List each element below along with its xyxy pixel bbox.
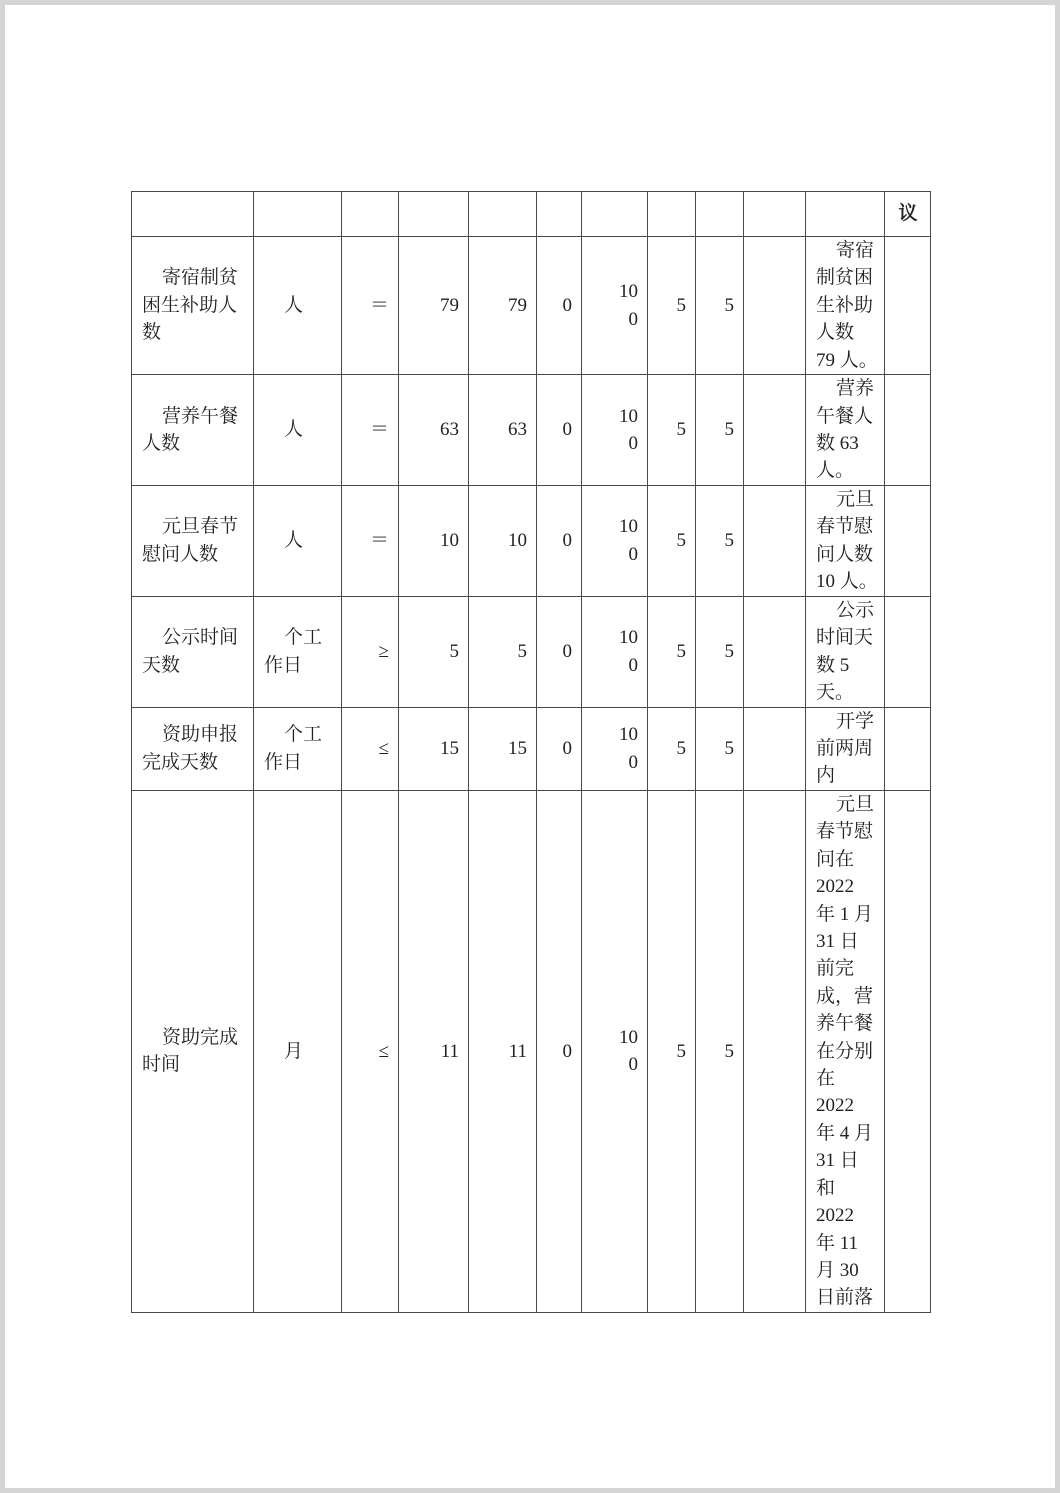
unit-cell: 人 [254, 375, 342, 486]
remark-cell: 元旦 春节慰 问人数 10 人。 [806, 486, 885, 597]
value-cell-4: 10 0 [582, 596, 648, 707]
table-row [132, 707, 931, 790]
empty-cell [744, 486, 806, 597]
empty-cell [648, 192, 696, 237]
value-cell-3: 0 [537, 596, 582, 707]
unit-cell: 人 [254, 486, 342, 597]
value-cell-5: 5 [648, 707, 696, 790]
value-cell-3: 0 [537, 790, 582, 1312]
empty-cell [744, 237, 806, 375]
table-row [132, 790, 931, 1312]
value-cell-3: 0 [537, 375, 582, 486]
empty-cell [537, 192, 582, 237]
value-cell-5: 5 [648, 596, 696, 707]
operator-cell: ≤ [342, 707, 399, 790]
value-cell-4: 10 0 [582, 375, 648, 486]
table-header-row [132, 192, 931, 237]
empty-cell [806, 192, 885, 237]
value-cell-2: 15 [469, 707, 537, 790]
value-cell-5: 5 [648, 375, 696, 486]
empty-cell [582, 192, 648, 237]
remark-cell: 寄宿 制贫困 生补助 人数 79 人。 [806, 237, 885, 375]
empty-cell [254, 192, 342, 237]
value-cell-2: 5 [469, 596, 537, 707]
value-cell-1: 11 [399, 790, 469, 1312]
remark-cell: 营养 午餐人 数 63 人。 [806, 375, 885, 486]
table-row [132, 237, 931, 375]
operator-cell: ＝ [342, 237, 399, 375]
header-fragment-cell: 议 [885, 192, 931, 237]
value-cell-1: 63 [399, 375, 469, 486]
indicator-cell: 资助完成 时间 [132, 790, 254, 1312]
empty-cell [696, 192, 744, 237]
empty-cell [342, 192, 399, 237]
operator-cell: ＝ [342, 486, 399, 597]
empty-cell [469, 192, 537, 237]
empty-cell [885, 486, 931, 597]
empty-cell [885, 237, 931, 375]
value-cell-2: 11 [469, 790, 537, 1312]
value-cell-6: 5 [696, 486, 744, 597]
value-cell-6: 5 [696, 707, 744, 790]
empty-cell [744, 707, 806, 790]
operator-cell: ≤ [342, 790, 399, 1312]
operator-cell: ≥ [342, 596, 399, 707]
empty-cell [885, 790, 931, 1312]
value-cell-1: 5 [399, 596, 469, 707]
empty-cell [885, 596, 931, 707]
value-cell-4: 10 0 [582, 486, 648, 597]
remark-cell: 元旦 春节慰 问在 2022 年 1 月 31 日 前完 成，营 养午餐 在分别 在 2022 年 4 月 31 日 和 2022 年 11 月 30 日前落 [806, 790, 885, 1312]
indicator-cell: 资助申报 完成天数 [132, 707, 254, 790]
empty-cell [399, 192, 469, 237]
operator-cell: ＝ [342, 375, 399, 486]
unit-cell: 人 [254, 237, 342, 375]
value-cell-5: 5 [648, 237, 696, 375]
empty-cell [744, 596, 806, 707]
value-cell-1: 79 [399, 237, 469, 375]
indicator-cell: 公示时间 天数 [132, 596, 254, 707]
value-cell-6: 5 [696, 375, 744, 486]
indicator-cell: 元旦春节 慰问人数 [132, 486, 254, 597]
value-cell-5: 5 [648, 486, 696, 597]
empty-cell [744, 790, 806, 1312]
empty-cell [885, 375, 931, 486]
document-page [5, 5, 1055, 1488]
value-cell-3: 0 [537, 707, 582, 790]
value-cell-2: 63 [469, 375, 537, 486]
value-cell-2: 10 [469, 486, 537, 597]
indicator-cell: 寄宿制贫 困生补助人 数 [132, 237, 254, 375]
value-cell-4: 10 0 [582, 790, 648, 1312]
table-row [132, 375, 931, 486]
empty-cell [885, 707, 931, 790]
empty-cell [744, 192, 806, 237]
value-cell-1: 15 [399, 707, 469, 790]
table-row [132, 596, 931, 707]
indicator-cell: 营养午餐 人数 [132, 375, 254, 486]
value-cell-2: 79 [469, 237, 537, 375]
value-cell-3: 0 [537, 237, 582, 375]
value-cell-4: 10 0 [582, 237, 648, 375]
value-cell-4: 10 0 [582, 707, 648, 790]
value-cell-6: 5 [696, 596, 744, 707]
table-row [132, 486, 931, 597]
remark-cell: 开学 前两周 内 [806, 707, 885, 790]
unit-cell: 个工 作日 [254, 596, 342, 707]
unit-cell: 个工 作日 [254, 707, 342, 790]
unit-cell: 月 [254, 790, 342, 1312]
empty-cell [132, 192, 254, 237]
value-cell-1: 10 [399, 486, 469, 597]
value-cell-6: 5 [696, 237, 744, 375]
value-cell-5: 5 [648, 790, 696, 1312]
remark-cell: 公示 时间天 数 5 天。 [806, 596, 885, 707]
empty-cell [744, 375, 806, 486]
value-cell-6: 5 [696, 790, 744, 1312]
value-cell-3: 0 [537, 486, 582, 597]
performance-table [131, 191, 931, 1313]
